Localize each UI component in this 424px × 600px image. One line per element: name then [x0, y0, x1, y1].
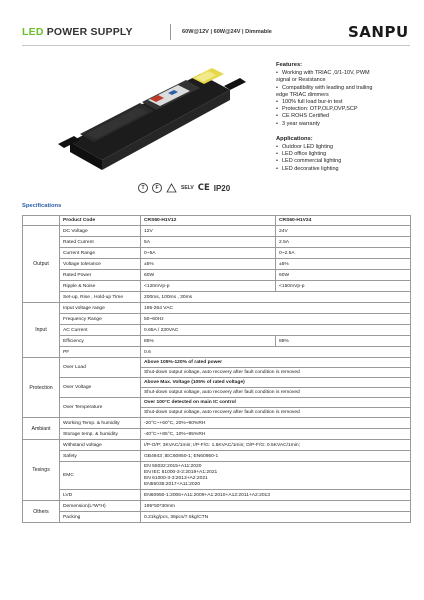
document-title [22, 26, 133, 38]
table-row [23, 325, 411, 336]
title-led: LED [22, 26, 44, 38]
header-product-code: Product Code [60, 216, 141, 226]
spec-value: Above Max. Voltage (105% of rated voltage) [141, 378, 411, 388]
applications-heading: Applications: [276, 135, 313, 142]
spec-label: Demension(L*W*H) [60, 501, 141, 512]
spec-label: Working Temp. & humidity [60, 418, 141, 429]
spec-value: 2.5A [276, 237, 411, 248]
spec-value: 200ms, 100ms , 30ms [141, 292, 411, 303]
fc-mark-icon: F [152, 183, 162, 193]
ce-mark: CE [197, 183, 210, 193]
spec-label: Packing [60, 512, 141, 523]
features-panel [276, 62, 416, 173]
application-item: • LED decorative lighting [276, 166, 416, 173]
spec-value: 60W [141, 270, 276, 281]
spec-value: GB4943 ;IEC60950-1; EN60950-1 [141, 451, 411, 462]
spec-value: 88% [276, 336, 411, 347]
group-ambient: Ambiant [23, 418, 60, 440]
table-header-row [23, 216, 411, 226]
spec-label: AC Current [60, 325, 141, 336]
spec-value: 12V [141, 226, 276, 237]
certification-marks [138, 181, 230, 195]
table-row [23, 237, 411, 248]
table-row [23, 270, 411, 281]
spec-label: Withstand voltage [60, 440, 141, 451]
spec-label: LVD [60, 490, 141, 501]
group-output: Output [23, 226, 60, 303]
header-divider [22, 45, 410, 46]
spec-value: 0~5A [141, 248, 276, 259]
table-row [23, 347, 411, 358]
emc-standards [141, 462, 411, 490]
specifications-heading: Specifications [22, 203, 62, 209]
table-row [23, 451, 411, 462]
spec-label: DC Voltage [60, 226, 141, 237]
spec-value: Shut-down output voltage, auto recovery after fault condition is removed [141, 388, 411, 398]
table-row [23, 226, 411, 237]
feature-item: • Compatibility with leading and trailing [276, 85, 416, 92]
applications-list [276, 144, 416, 173]
table-row [23, 378, 411, 388]
table-row [23, 440, 411, 451]
table-row [23, 314, 411, 325]
feature-item: signal or Resistance [276, 77, 326, 84]
spec-label: Rated Power [60, 270, 141, 281]
spec-value: Shut-down output voltage, auto recovery after fault condition is removed [141, 408, 411, 418]
table-row [23, 429, 411, 440]
feature-item: • Working with TRIAC ,0/1-10V, PWM [276, 70, 416, 77]
spec-label: PF [60, 347, 141, 358]
table-row [23, 462, 411, 490]
emc-line: EN55035:2017+A11:2020 [144, 481, 201, 487]
features-heading: Features: [276, 62, 303, 68]
document-subtitle: 60W@12V | 60W@24V | Dimmable [182, 29, 272, 35]
application-item: • Outdoor LED lighting [276, 144, 416, 151]
spec-value: 50~60Hz [141, 314, 411, 325]
spec-value: ±5% [276, 259, 411, 270]
spec-value: -20°C~+60°C, 20%~90%RH [141, 418, 411, 429]
spec-value: 24V [276, 226, 411, 237]
spec-value: 0.6 [141, 347, 411, 358]
product-image [50, 52, 250, 182]
triangle-mark-icon [166, 183, 177, 193]
table-row [23, 512, 411, 523]
feature-item: edge TRIAC dimmers [276, 91, 329, 98]
spec-label: Voltage tolerance [60, 259, 141, 270]
header-model-24v: CRS60-H1V24 [276, 216, 411, 226]
brand-logo [348, 22, 410, 42]
application-item: • LED commercial lighting [276, 158, 416, 165]
spec-value: <120mVp-p [141, 281, 276, 292]
title-divider [170, 24, 171, 40]
spec-label: Frequency Range [60, 314, 141, 325]
spec-value: <150mVp-p [276, 281, 411, 292]
spec-value: 5A [141, 237, 276, 248]
spec-value: 85% [141, 336, 276, 347]
spec-label: EMC [60, 462, 141, 490]
spec-label: Over Voltage [60, 378, 141, 398]
feature-item: • 3 year warranty [276, 121, 416, 128]
spec-label: Rated Current [60, 237, 141, 248]
spec-value: -40°C~+85°C, 10%~95%RH [141, 429, 411, 440]
spec-label: Safety [60, 451, 141, 462]
spec-label: Over Load [60, 358, 141, 378]
spec-value: 0.21kg/pcs, 36pcs/7.5kg/CTN [141, 512, 411, 523]
spec-value: EN60950-1:2006+A11:2009+A1:2010+A12:2011+A2:2013 [141, 490, 411, 501]
page-header [0, 0, 424, 50]
group-others: Others [23, 501, 60, 523]
spec-value: 60W [276, 270, 411, 281]
ip-rating: IP20 [213, 183, 231, 193]
spec-value: Over 100°C detected on main IC control [141, 398, 411, 408]
table-row [23, 501, 411, 512]
spec-label: Over Temperature [60, 398, 141, 418]
spec-value: 195*50*30mm [141, 501, 411, 512]
spec-label: Set-up, Rise , Hold-up Time [60, 292, 141, 303]
table-row [23, 248, 411, 259]
group-tesings: Tesings [23, 440, 60, 501]
table-row [23, 490, 411, 501]
table-row [23, 259, 411, 270]
spec-label: Ripple & Noise [60, 281, 141, 292]
spec-value: Shut-down output voltage, auto recovery after fault condition is removed [141, 368, 411, 378]
spec-label: Efficiency [60, 336, 141, 347]
header-model-12v: CRS60-H1V12 [141, 216, 276, 226]
selv-mark: SELV [181, 185, 194, 191]
spec-value: 0~2.5A [276, 248, 411, 259]
brand-logo-text: SANPU [348, 23, 409, 41]
spec-label: Current Range [60, 248, 141, 259]
group-protection: Protection [23, 358, 60, 418]
spec-value: Above 105%-120% of rated power [141, 358, 411, 368]
table-row [23, 292, 411, 303]
table-row [23, 303, 411, 314]
group-input: Input [23, 303, 60, 358]
spec-value: 0.65A / 230VAC [141, 325, 411, 336]
table-row [23, 281, 411, 292]
spec-label: Storage temp. & humidity [60, 429, 141, 440]
application-item: • LED office lighting [276, 151, 416, 158]
table-row [23, 398, 411, 408]
spec-value: 195-264 VAC [141, 303, 411, 314]
spec-value: I/P-O/P: 3KVAC/1min; I/P-F/G: 1.5KVAC/1min; O/P-F/G: 0.5KVAC/1min; [141, 440, 411, 451]
applications-panel [276, 136, 416, 173]
feature-item: • Protection: OTP,OLP,OVP,SCP [276, 106, 416, 113]
table-row [23, 418, 411, 429]
tuv-mark-icon: T [138, 183, 148, 193]
specifications-table [22, 215, 411, 523]
spec-label: Input voltage range [60, 303, 141, 314]
feature-item: • 100% full load bur-in test [276, 99, 416, 106]
emc-line: EN 55032:2015+A11:2020 [144, 463, 202, 469]
spec-value: ±5% [141, 259, 276, 270]
table-row [23, 336, 411, 347]
emc-line: EN IEC 61000-3-2:2019+A1:2021 [144, 469, 218, 475]
feature-item: • CE ROHS Certified [276, 113, 416, 120]
features-list [276, 70, 416, 128]
table-row [23, 358, 411, 368]
emc-line: EN 61000-3-3:2013+A2:2021 [144, 475, 208, 481]
title-rest: POWER SUPPLY [43, 26, 133, 38]
header-blank [23, 216, 60, 226]
